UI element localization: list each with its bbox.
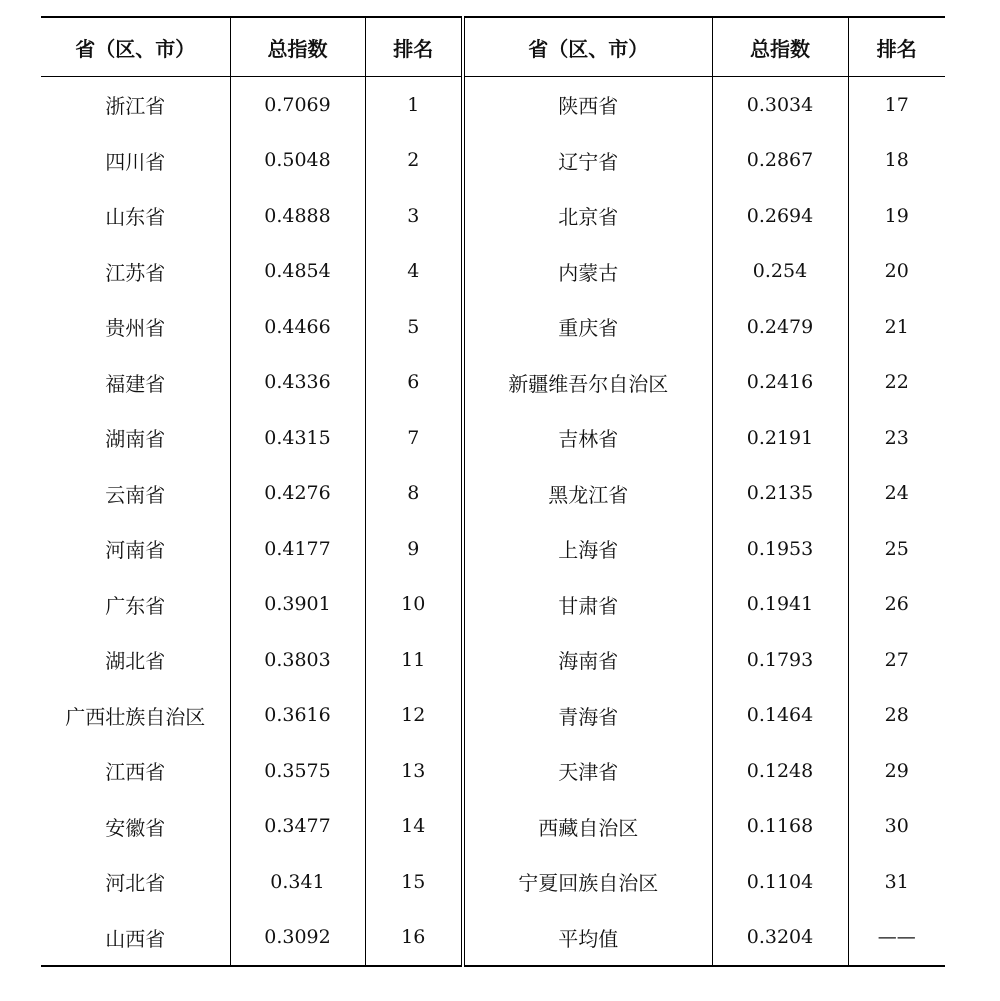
index-cell: 0.4315 <box>230 410 365 466</box>
index-cell: 0.3803 <box>230 632 365 688</box>
rank-cell: 13 <box>365 743 463 799</box>
index-cell: 0.7069 <box>230 77 365 133</box>
province-cell: 江西省 <box>41 743 230 799</box>
table-row <box>41 632 945 688</box>
province-cell: 山西省 <box>41 910 230 967</box>
province-cell: 新疆维吾尔自治区 <box>463 355 712 411</box>
index-cell: 0.1793 <box>712 632 848 688</box>
province-cell: 辽宁省 <box>463 133 712 189</box>
rank-cell: 19 <box>848 188 945 244</box>
province-cell: 江苏省 <box>41 244 230 300</box>
rank-cell: 26 <box>848 577 945 633</box>
table-row <box>41 521 945 577</box>
rank-cell: 11 <box>365 632 463 688</box>
index-cell: 0.1248 <box>712 743 848 799</box>
rank-cell: 23 <box>848 410 945 466</box>
table-row <box>41 688 945 744</box>
table-row <box>41 410 945 466</box>
province-cell: 重庆省 <box>463 299 712 355</box>
index-cell: 0.2191 <box>712 410 848 466</box>
province-cell: 湖南省 <box>41 410 230 466</box>
index-cell: 0.3092 <box>230 910 365 967</box>
average-value-cell: 0.3204 <box>712 910 848 967</box>
province-cell: 内蒙古 <box>463 244 712 300</box>
rank-cell: 15 <box>365 854 463 910</box>
table-row <box>41 355 945 411</box>
table-row <box>41 299 945 355</box>
rank-cell: 16 <box>365 910 463 967</box>
index-cell: 0.2479 <box>712 299 848 355</box>
province-cell: 青海省 <box>463 688 712 744</box>
header-province-left: 省（区、市） <box>41 17 230 77</box>
index-cell: 0.2867 <box>712 133 848 189</box>
index-cell: 0.1104 <box>712 854 848 910</box>
province-cell: 广西壮族自治区 <box>41 688 230 744</box>
rank-cell: 5 <box>365 299 463 355</box>
rank-cell: 20 <box>848 244 945 300</box>
index-cell: 0.341 <box>230 854 365 910</box>
province-cell: 吉林省 <box>463 410 712 466</box>
table-row <box>41 910 945 967</box>
province-cell: 贵州省 <box>41 299 230 355</box>
province-cell: 四川省 <box>41 133 230 189</box>
index-cell: 0.2694 <box>712 188 848 244</box>
table-row <box>41 743 945 799</box>
index-cell: 0.5048 <box>230 133 365 189</box>
index-cell: 0.4336 <box>230 355 365 411</box>
table-row <box>41 77 945 133</box>
rank-cell: 10 <box>365 577 463 633</box>
province-cell: 湖北省 <box>41 632 230 688</box>
table-body <box>41 77 945 967</box>
header-row <box>41 17 945 77</box>
index-cell: 0.1168 <box>712 799 848 855</box>
rank-cell: 30 <box>848 799 945 855</box>
index-cell: 0.4466 <box>230 299 365 355</box>
rank-cell: 1 <box>365 77 463 133</box>
header-rank-left: 排名 <box>365 17 463 77</box>
rank-cell: 24 <box>848 466 945 522</box>
index-cell: 0.3575 <box>230 743 365 799</box>
table-row <box>41 188 945 244</box>
province-cell: 河北省 <box>41 854 230 910</box>
header-province-right: 省（区、市） <box>463 17 712 77</box>
rank-cell: 8 <box>365 466 463 522</box>
index-cell: 0.2416 <box>712 355 848 411</box>
province-cell: 海南省 <box>463 632 712 688</box>
index-cell: 0.254 <box>712 244 848 300</box>
province-cell: 北京省 <box>463 188 712 244</box>
index-cell: 0.1953 <box>712 521 848 577</box>
index-cell: 0.1464 <box>712 688 848 744</box>
province-cell: 黑龙江省 <box>463 466 712 522</box>
average-rank-dash: —— <box>848 910 945 967</box>
rank-cell: 4 <box>365 244 463 300</box>
province-cell: 福建省 <box>41 355 230 411</box>
province-cell: 河南省 <box>41 521 230 577</box>
index-cell: 0.4276 <box>230 466 365 522</box>
header-index-left: 总指数 <box>230 17 365 77</box>
province-cell: 西藏自治区 <box>463 799 712 855</box>
province-cell: 云南省 <box>41 466 230 522</box>
average-label-cell: 平均值 <box>463 910 712 967</box>
rank-cell: 29 <box>848 743 945 799</box>
table-row <box>41 799 945 855</box>
province-cell: 安徽省 <box>41 799 230 855</box>
header-rank-right: 排名 <box>848 17 945 77</box>
rank-cell: 3 <box>365 188 463 244</box>
table-row <box>41 854 945 910</box>
table-row <box>41 133 945 189</box>
header-index-right: 总指数 <box>712 17 848 77</box>
province-cell: 天津省 <box>463 743 712 799</box>
rank-cell: 31 <box>848 854 945 910</box>
rank-cell: 14 <box>365 799 463 855</box>
province-cell: 上海省 <box>463 521 712 577</box>
index-cell: 0.4177 <box>230 521 365 577</box>
province-cell: 陕西省 <box>463 77 712 133</box>
index-cell: 0.3034 <box>712 77 848 133</box>
table-row <box>41 466 945 522</box>
province-cell: 山东省 <box>41 188 230 244</box>
province-cell: 甘肃省 <box>463 577 712 633</box>
rank-cell: 21 <box>848 299 945 355</box>
rank-cell: 6 <box>365 355 463 411</box>
rank-cell: 27 <box>848 632 945 688</box>
province-cell: 浙江省 <box>41 77 230 133</box>
index-cell: 0.4888 <box>230 188 365 244</box>
province-cell: 宁夏回族自治区 <box>463 854 712 910</box>
table-row <box>41 244 945 300</box>
rank-cell: 7 <box>365 410 463 466</box>
index-cell: 0.4854 <box>230 244 365 300</box>
index-cell: 0.3477 <box>230 799 365 855</box>
rank-cell: 12 <box>365 688 463 744</box>
index-cell: 0.3901 <box>230 577 365 633</box>
index-cell: 0.1941 <box>712 577 848 633</box>
rank-cell: 2 <box>365 133 463 189</box>
ranking-table <box>41 16 945 967</box>
rank-cell: 22 <box>848 355 945 411</box>
rank-cell: 9 <box>365 521 463 577</box>
rank-cell: 17 <box>848 77 945 133</box>
rank-cell: 25 <box>848 521 945 577</box>
index-cell: 0.3616 <box>230 688 365 744</box>
index-cell: 0.2135 <box>712 466 848 522</box>
rank-cell: 28 <box>848 688 945 744</box>
province-cell: 广东省 <box>41 577 230 633</box>
rank-cell: 18 <box>848 133 945 189</box>
table-row <box>41 577 945 633</box>
